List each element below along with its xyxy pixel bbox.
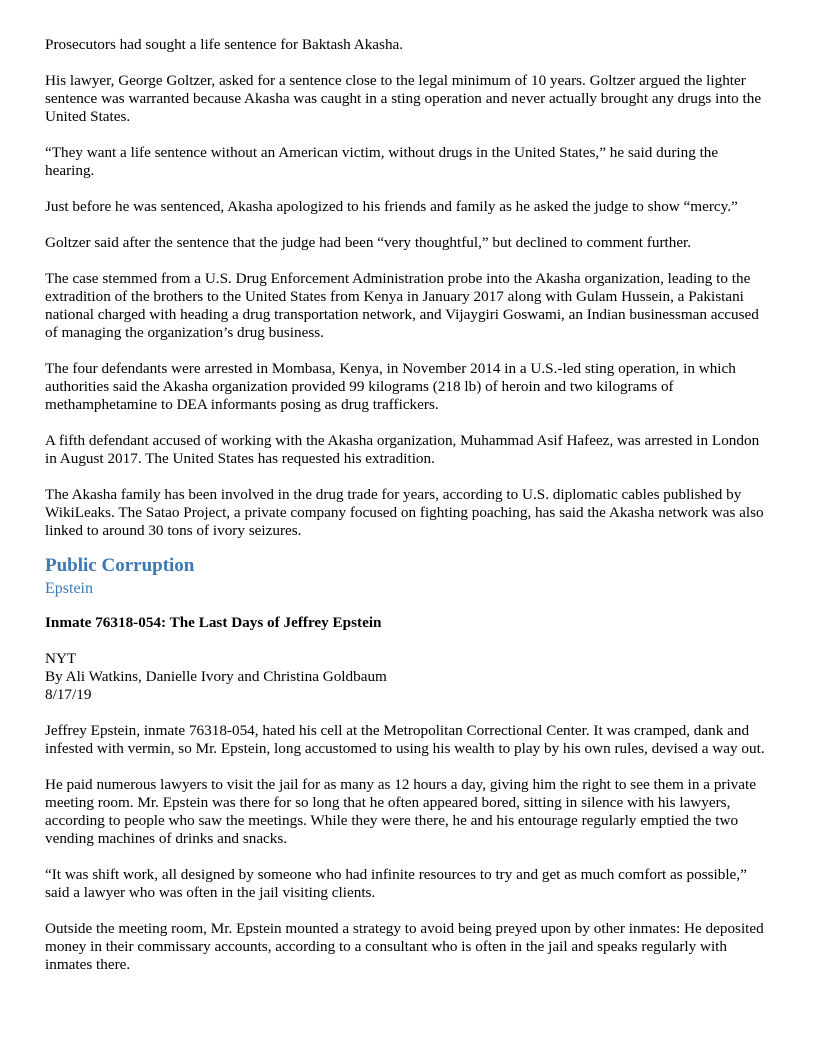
intro-paragraph-9: The Akasha family has been involved in the drug trade for years, according to U.S. diplomatic cables published by WikiLeaks. The Satao Project, a private company focused on fighting poaching, has said the Akasha network was also linked to around 30 tons of ivory seizures.	[45, 486, 764, 539]
intro-paragraph-4: Just before he was sentenced, Akasha apologized to his friends and family as he asked the judge to show “mercy.”	[45, 198, 738, 215]
article-paragraph-4: Outside the meeting room, Mr. Epstein mounted a strategy to avoid being preyed upon by other inmates: He deposited money in their commissary accounts, according to a consultant who is often in the jail and speaks regularly with inmates there.	[45, 920, 764, 973]
section-heading: Public Corruption	[45, 555, 195, 576]
intro-paragraph-7: The four defendants were arrested in Mombasa, Kenya, in November 2014 in a U.S.-led sting operation, in which authorities said the Akasha organization provided 99 kilograms (218 lb) of heroin and two kilograms of methamphetamine to DEA informants posing as drug traffickers.	[45, 360, 736, 413]
intro-paragraph-6: The case stemmed from a U.S. Drug Enforcement Administration probe into the Akasha organization, leading to the extradition of the brothers to the United States from Kenya in January 2017 along with Gulam Hussein, a Pakistani national charged with heading a drug transportation network, and Vijaygiri Goswami, an Indian businessman accused of managing the organization’s drug business.	[45, 270, 759, 341]
intro-paragraph-1: Prosecutors had sought a life sentence for Baktash Akasha.	[45, 36, 404, 53]
article-date: 8/17/19	[45, 686, 92, 703]
article-title: Inmate 76318-054: The Last Days of Jeffrey Epstein	[45, 614, 382, 631]
article-paragraph-2: He paid numerous lawyers to visit the jail for as many as 12 hours a day, giving him the right to see them in a private meeting room. Mr. Epstein was there for so long that he often appeared bored, sitting in silence with his lawyers, according to people who saw the meetings. While they were there, he and his entourage regularly emptied the two vending machines of drinks and snacks.	[45, 776, 756, 847]
article-source: NYT	[45, 650, 77, 667]
subsection-heading: Epstein	[45, 580, 93, 597]
intro-paragraph-3: “They want a life sentence without an American victim, without drugs in the United States,” he said during the hearing.	[45, 144, 719, 179]
article-paragraph-3: “It was shift work, all designed by someone who had infinite resources to try and get as much comfort as possible,” said a lawyer who was often in the jail visiting clients.	[45, 866, 747, 901]
intro-paragraph-8: A fifth defendant accused of working with the Akasha organization, Muhammad Asif Hafeez, was arrested in London in August 2017. The United States has requested his extradition.	[45, 432, 760, 467]
intro-paragraph-5: Goltzer said after the sentence that the judge had been “very thoughtful,” but declined to comment further.	[45, 234, 692, 251]
article-byline: By Ali Watkins, Danielle Ivory and Christina Goldbaum	[45, 668, 387, 685]
document-page	[45, 36, 771, 992]
intro-paragraph-2: His lawyer, George Goltzer, asked for a sentence close to the legal minimum of 10 years. Goltzer argued the lighter sentence was warranted because Akasha was caught in a sting operation and never actually brought any drugs into the United States.	[45, 72, 762, 125]
article-meta	[45, 650, 771, 704]
article-paragraph-1: Jeffrey Epstein, inmate 76318-054, hated his cell at the Metropolitan Correctional Center. It was cramped, dank and infested with vermin, so Mr. Epstein, long accustomed to using his wealth to play by his own rules, devised a way out.	[45, 722, 765, 757]
